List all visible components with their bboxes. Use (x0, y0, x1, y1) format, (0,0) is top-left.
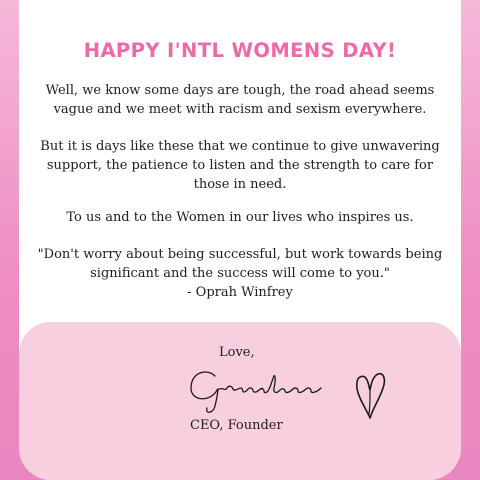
letter-card (19, 0, 461, 480)
quote-text: "Don't worry about being successful, but work towards being significant and the success will come to you." (37, 247, 443, 281)
paragraph-dedication: To us and to the Women in our lives who inspires us. (66, 210, 414, 225)
quote-author: - Oprah Winfrey (187, 285, 293, 300)
page-title: HAPPY I'NTL WOMENS DAY! (83, 39, 397, 62)
signoff-role: CEO, Founder (190, 418, 283, 433)
signoff-greeting: Love, (219, 345, 255, 360)
hand-drawn-heart-icon (353, 368, 387, 420)
handwritten-signature (177, 358, 327, 418)
signature-panel (19, 322, 461, 480)
paragraph-intro: Well, we know some days are tough, the road ahead seems vague and we meet with racism and sexism everywhere. (45, 83, 435, 117)
paragraph-support: But it is days like these that we continue to give unwavering support, the patience to listen and the strength to care for those in need. (40, 139, 440, 192)
